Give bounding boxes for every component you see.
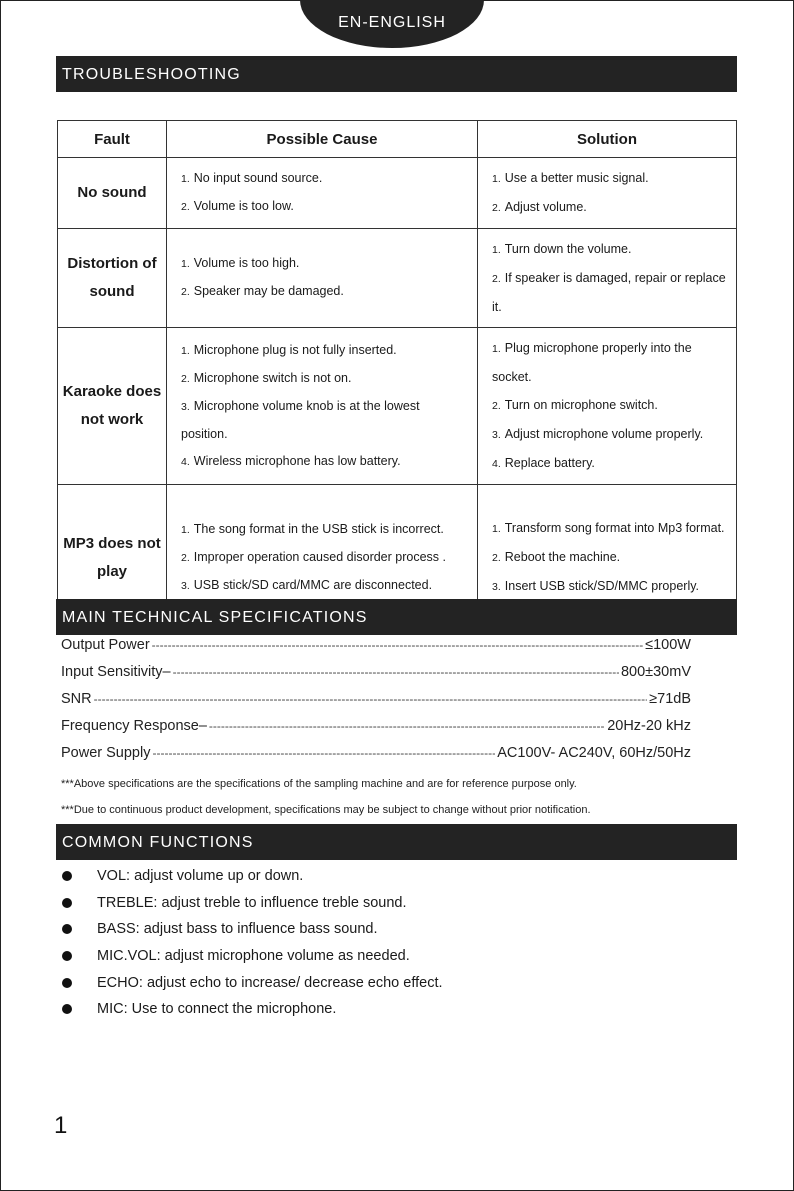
spec-label: Input Sensitivity– <box>61 664 171 680</box>
table-header-row <box>58 121 737 158</box>
list-item: 2. Improper operation caused disorder process . <box>181 549 446 564</box>
list-item: 1. Use a better music signal. <box>492 171 649 185</box>
bullet-icon <box>62 978 72 988</box>
spec-row-power-supply <box>61 745 691 772</box>
list-item: 2. Adjust volume. <box>492 200 587 214</box>
troubleshooting-heading: TROUBLESHOOTING <box>56 56 737 92</box>
specifications-list <box>61 637 691 772</box>
cause-cell <box>167 229 478 328</box>
spec-value: 20Hz-20 kHz <box>607 718 691 734</box>
spec-value: 800±30mV <box>620 664 691 680</box>
bullet-icon <box>62 924 72 934</box>
bullet-icon <box>62 1004 72 1014</box>
list-item: 1. Turn down the volume. <box>492 242 632 256</box>
list-item: ECHO: adjust echo to increase/ decrease echo effect. <box>62 969 443 996</box>
common-functions-heading: COMMON FUNCTIONS <box>56 824 737 860</box>
table-row <box>58 328 737 485</box>
fault-cell: Karaoke does not work <box>58 328 167 485</box>
list-item: 4. Replace battery. <box>492 456 595 470</box>
spec-notes <box>61 775 741 827</box>
fault-cell: Distortion of sound <box>58 229 167 328</box>
list-item: 1. Plug microphone properly into the socket. <box>492 341 692 384</box>
spec-leader <box>209 719 605 733</box>
solution-cell <box>478 229 737 328</box>
fault-header: Fault <box>58 121 167 158</box>
list-item: 1. Volume is too high. <box>181 256 300 270</box>
spec-leader <box>152 638 643 652</box>
solution-cell <box>478 328 737 485</box>
bullet-icon <box>62 951 72 961</box>
list-item: TREBLE: adjust treble to influence treble sound. <box>62 890 443 917</box>
spec-value: ≤100W <box>645 637 691 653</box>
spec-row-output-power <box>61 637 691 664</box>
fault-cell: MP3 does not play <box>58 485 167 631</box>
spec-value: AC100V- AC240V, 60Hz/50Hz <box>497 745 691 761</box>
spec-label: Power Supply <box>61 745 151 761</box>
specifications-heading: MAIN TECHNICAL SPECIFICATIONS <box>56 599 737 635</box>
list-item: 2. Speaker may be damaged. <box>181 284 344 298</box>
list-item: VOL: adjust volume up or down. <box>62 863 443 890</box>
cause-header: Possible Cause <box>167 121 478 158</box>
list-item: MIC.VOL: adjust microphone volume as needed. <box>62 943 443 970</box>
fault-cell: No sound <box>58 158 167 229</box>
list-item: 3. Insert USB stick/SD/MMC properly. <box>492 579 700 593</box>
list-item: 2. Turn on microphone switch. <box>492 398 658 412</box>
list-item: 2. Microphone switch is not on. <box>181 370 352 385</box>
common-functions-list <box>62 863 443 1023</box>
list-item: 1. No input sound source. <box>181 171 323 185</box>
language-tab: EN-ENGLISH <box>300 0 484 48</box>
table-row <box>58 158 737 229</box>
list-item: 3. USB stick/SD card/MMC are disconnected. <box>181 577 433 592</box>
spec-value: ≥71dB <box>649 691 691 707</box>
troubleshooting-table <box>57 120 737 631</box>
spec-row-input-sensitivity <box>61 664 691 691</box>
list-item: 2. Volume is too low. <box>181 199 294 213</box>
list-item: 1. Microphone plug is not fully inserted. <box>181 342 397 357</box>
list-item: 3. Microphone volume knob is at the lowest position. <box>181 398 420 441</box>
list-item: 2. If speaker is damaged, repair or replace it. <box>492 271 726 314</box>
list-item: 2. Reboot the machine. <box>492 550 621 564</box>
list-item: 4. Wireless microphone has low battery. <box>181 453 401 468</box>
spec-note: ***Above specifications are the specifications of the sampling machine and are for reference purpose only. <box>61 778 577 790</box>
bullet-icon <box>62 898 72 908</box>
solution-header: Solution <box>478 121 737 158</box>
page-number: 1 <box>54 1112 68 1139</box>
spec-row-snr <box>61 691 691 718</box>
spec-note: ***Due to continuous product development, specifications may be subject to change without prior notification. <box>61 804 591 816</box>
spec-leader <box>94 692 648 706</box>
list-item: MIC: Use to connect the microphone. <box>62 996 443 1023</box>
spec-label: SNR <box>61 691 92 707</box>
table-row <box>58 229 737 328</box>
spec-row-frequency-response <box>61 718 691 745</box>
list-item: 3. Adjust microphone volume properly. <box>492 427 704 441</box>
spec-leader <box>152 746 495 760</box>
bullet-icon <box>62 871 72 881</box>
spec-label: Output Power <box>61 637 150 653</box>
cause-cell <box>167 158 478 229</box>
solution-cell <box>478 158 737 229</box>
spec-leader <box>173 665 619 679</box>
list-item: BASS: adjust bass to influence bass sound. <box>62 916 443 943</box>
list-item: 1. Transform song format into Mp3 format. <box>492 521 725 535</box>
cause-cell <box>167 328 478 485</box>
list-item: 1. The song format in the USB stick is incorrect. <box>181 521 444 536</box>
spec-label: Frequency Response– <box>61 718 207 734</box>
